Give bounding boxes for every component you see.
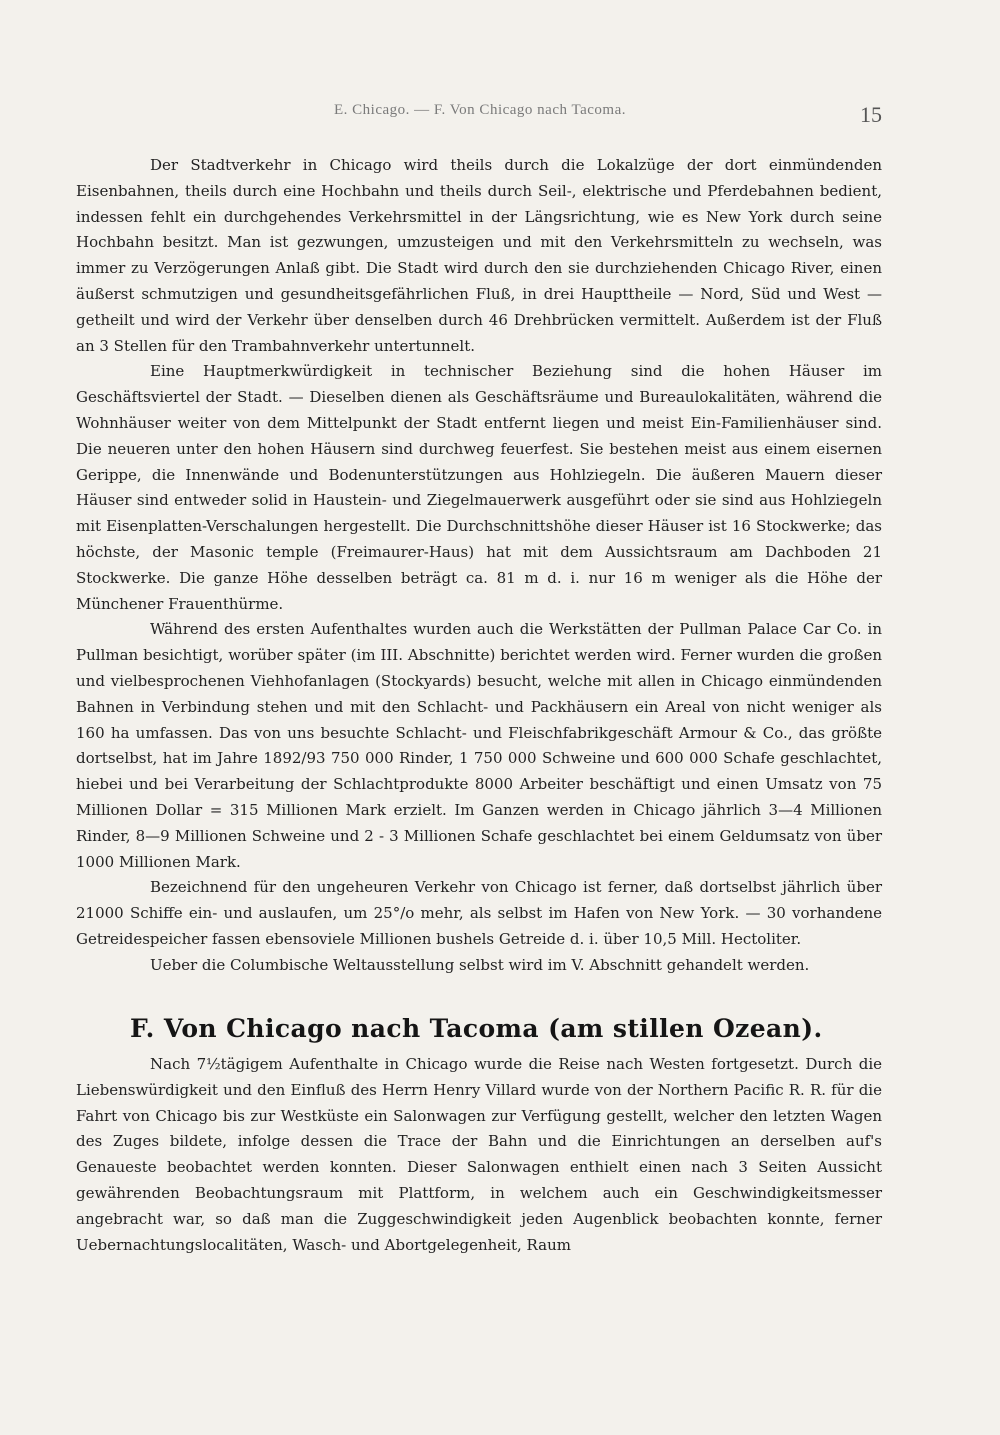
paragraph-stockyards: Während des ersten Aufenthaltes wurden auch die Werkstätten der Pullman Palace Car Co. in Pullman besichtigt, worüber später (im III. Abschnitte) berichtet werden wird. Ferner wurden die großen und vielbesprochenen Viehhofanlagen (Stockyards) besucht, welche mit allen in Chicago einmündenden Bahnen in Verbindung stehen und mit den Schlacht- und Packhäusern ein Areal von nicht weniger als 160 ha umfassen. Das von uns besuchte Schlacht- und Fleischfabrikgeschäft Armour & Co., das größte dortselbst, hat im Jahre 1892/93 750 000 Rinder, 1 750 000 Schweine und 600 000 Schafe geschlachtet, hiebei und bei Verarbeitung der Schlachtprodukte 8000 Arbeiter beschäftigt und einen Umsatz von 75 Millionen Dollar = 315 Millionen Mark erzielt. Im Ganzen werden in Chicago jährlich 3—4 Millionen Rinder, 8—9 Millionen Schweine und 2 - 3 Millionen Schafe geschlachtet bei einem Geldumsatz von über 1000 Millionen Mark. [76, 620, 882, 871]
paragraph-journey-west: Nach 7½tägigem Aufenthalte in Chicago wurde die Reise nach Westen fortgesetzt. Durch die Liebenswürdigkeit und den Einfluß des Herrn Henry Villard wurde von der Northern Pacific R. R. für die Fahrt von Chicago bis zur Westküste ein Salonwagen zur Verfügung gestellt, welcher den letzten Wagen des Zuges bildete, infolge dessen die Trace der Bahn und die Einrichtungen an derselben auf's Genaueste beobachtet werden konnten. Dieser Salonwagen enthielt einen nach 3 Seiten Aussicht gewährenden Beobachtungsraum mit Plattform, in welchem auch ein Geschwindigkeitsmesser angebracht war, so daß man die Zuggeschwindigkeit jeden Augenblick beobachten konnte, ferner Uebernachtungslocalitäten, Wasch- und Abortgelegenheit, Raum [76, 1055, 882, 1254]
section-heading: F. Von Chicago nach Tacoma (am stillen Ozean). [130, 1014, 823, 1043]
chicago-section-text [76, 153, 882, 979]
running-title: E. Chicago. — F. Von Chicago nach Tacoma. [334, 102, 626, 118]
page-number: 15 [860, 102, 882, 127]
paragraph-city-traffic: Der Stadtverkehr in Chicago wird theils durch die Lokalzüge der dort einmündenden Eisenbahnen, theils durch eine Hochbahn und theils durch Seil-, elektrische und Pferdebahnen bedient, indessen fehlt ein durchgehendes Verkehrsmittel in der Längsrichtung, wie es New York durch seine Hochbahn besitzt. Man ist gezwungen, umzusteigen und mit den Verkehrsmitteln zu wechseln, was immer zu Verzögerungen Anlaß gibt. Die Stadt wird durch den sie durchziehenden Chicago River, einen äußerst schmutzigen und gesundheitsgefährlichen Fluß, in drei Haupttheile — Nord, Süd und West — getheilt und wird der Verkehr über denselben durch 46 Drehbrücken vermittelt. Außerdem ist der Fluß an 3 Stellen für den Trambahnverkehr untertunnelt. [76, 156, 882, 355]
paragraph-shipping: Bezeichnend für den ungeheuren Verkehr von Chicago ist ferner, daß dortselbst jährlich über 21000 Schiffe ein- und auslaufen, um 25°/o mehr, als selbst im Hafen von New York. — 30 vorhandene Getreidespeicher fassen ebensoviele Millionen bushels Getreide d. i. über 10,5 Mill. Hectoliter. [76, 878, 882, 948]
paragraph-tall-buildings: Eine Hauptmerkwürdigkeit in technischer Beziehung sind die hohen Häuser im Geschäftsviertel der Stadt. — Dieselben dienen als Geschäftsräume und Bureaulokalitäten, während die Wohnhäuser weiter von dem Mittelpunkt der Stadt entfernt liegen und meist Ein-Familienhäuser sind. Die neueren unter den hohen Häusern sind durchweg feuerfest. Sie bestehen meist aus einem eisernen Gerippe, die Innenwände und Bodenunterstützungen aus Hohlziegeln. Die äußeren Mauern dieser Häuser sind entweder solid in Haustein- und Ziegelmauerwerk ausgeführt oder sie sind aus Hohlziegeln mit Eisenplatten-Verschalungen hergestellt. Die Durchschnittshöhe dieser Häuser ist 16 Stockwerke; das höchste, der Masonic temple (Freimaurer-Haus) hat mit dem Aussichtsraum am Dachboden 21 Stockwerke. Die ganze Höhe desselben beträgt ca. 81 m d. i. nur 16 m weniger als die Höhe der Münchener Frauenthürme. [76, 362, 882, 613]
running-header [0, 102, 1000, 132]
paragraph-exhibition: Ueber die Columbische Weltausstellung selbst wird im V. Abschnitt gehandelt werden. [150, 955, 810, 974]
tacoma-section-text [76, 1052, 882, 1258]
